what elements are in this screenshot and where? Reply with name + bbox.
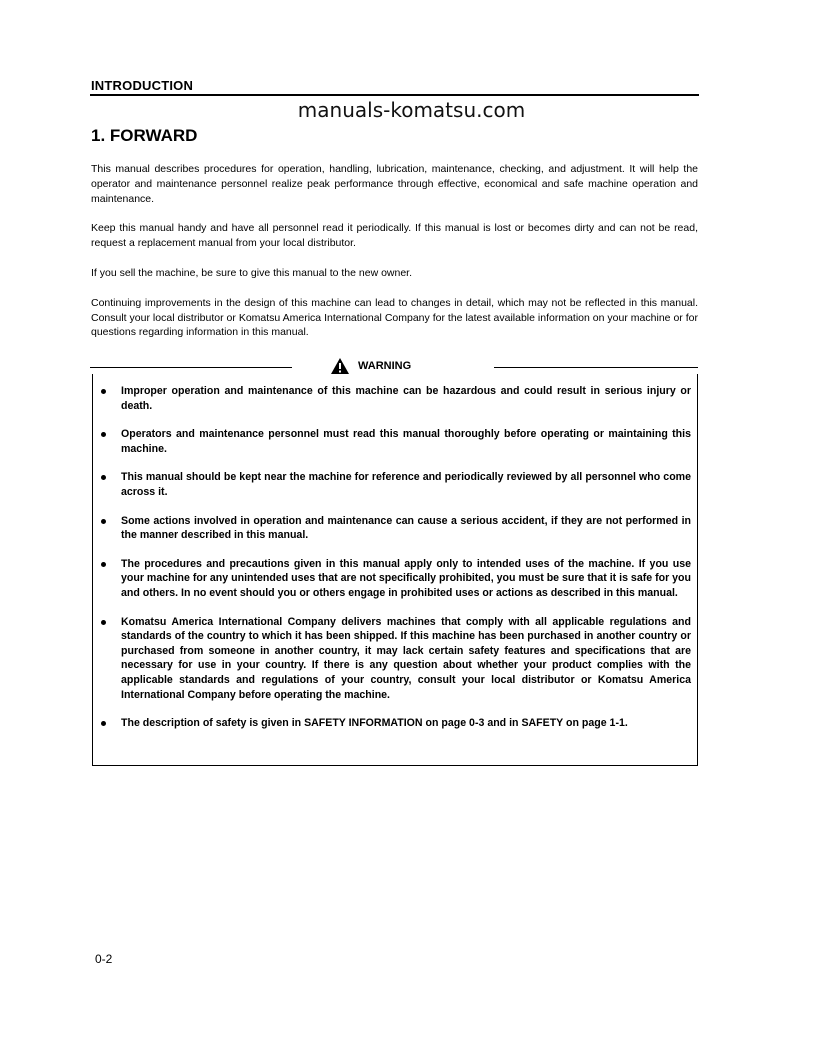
bullet-icon [101,475,106,480]
header-rule [90,94,699,96]
bullet-icon [101,562,106,567]
warning-item-read-manual [93,427,691,456]
warning-label: WARNING [358,360,412,372]
bullet-icon [101,519,106,524]
paragraph-improvements: Continuing improvements in the design of this machine can lead to changes in detail, which may not be reflected in this manual. Consult your local distributor or Komatsu America International Company for the latest available information on your machine or for questions regarding information in this manual. [91,296,698,339]
warning-item-text: Operators and maintenance personnel must read this manual thoroughly before operating or maintaining this machine. [121,428,691,455]
warning-item-intended-uses [93,557,691,601]
warning-item-text: Komatsu America International Company delivers machines that comply with all applicable regulations and standards of the country to which it has been shipped. If this machine has been purchased in another country or purchased from someone in another country, it may lack certain safety features and specifications that are necessary for use in your country. If there is any question about whether your product complies with the applicable standards and regulations of your country, consult your local distributor or Komatsu America International Company before operating the machine. [121,615,691,701]
warning-triangle-icon [330,357,350,375]
section-header: INTRODUCTION [91,78,194,93]
warning-list [93,384,691,745]
bullet-icon [101,620,106,625]
warning-item-text: The procedures and precautions given in this manual apply only to intended uses of the machine. If you use your machine for any unintended uses that are not specifically prohibited, you must be sure that it is safe for you and others. In no event should you or others engage in prohibited uses or actions as described in this manual. [121,557,691,599]
warning-divider-left [90,367,292,368]
warning-item-text: Improper operation and maintenance of this machine can be hazardous and could result in serious injury or death. [121,385,691,412]
warning-heading [330,357,411,375]
warning-item-keep-near [93,470,691,499]
bullet-icon [101,721,106,726]
warning-divider-right [494,367,698,368]
warning-item-text: This manual should be kept near the machine for reference and periodically reviewed by all personnel who come across it. [121,471,691,498]
warning-item-text: Some actions involved in operation and maintenance can cause a serious accident, if they are not performed in the manner described in this manual. [121,514,691,542]
watermark-text: manuals-komatsu.com [297,98,526,122]
page-number: 0-2 [95,952,113,966]
paragraph-purpose: This manual describes procedures for operation, handling, lubrication, maintenance, checking, and adjustment. It will help the operator and maintenance personnel realize peak performance through effective, economical and safe machine operation and maintenance. [91,163,698,205]
paragraph-sell-machine: If you sell the machine, be sure to give this manual to the new owner. [91,266,413,279]
warning-item-safety-reference [93,716,691,731]
paragraph-keep-handy: Keep this manual handy and have all personnel read it periodically. If this manual is lost or becomes dirty and can not be read, request a replacement manual from your local distributor. [91,222,698,250]
intro-body [91,162,698,355]
warning-item-serious-accident [93,514,691,543]
bullet-icon [101,389,106,394]
bullet-icon [101,432,106,437]
warning-item-hazardous [93,384,691,413]
page-title: 1. FORWARD [91,126,198,145]
warning-item-text: The description of safety is given in SAFETY INFORMATION on page 0-3 and in SAFETY on page 1-1. [121,717,628,730]
warning-item-regulations [93,615,691,703]
